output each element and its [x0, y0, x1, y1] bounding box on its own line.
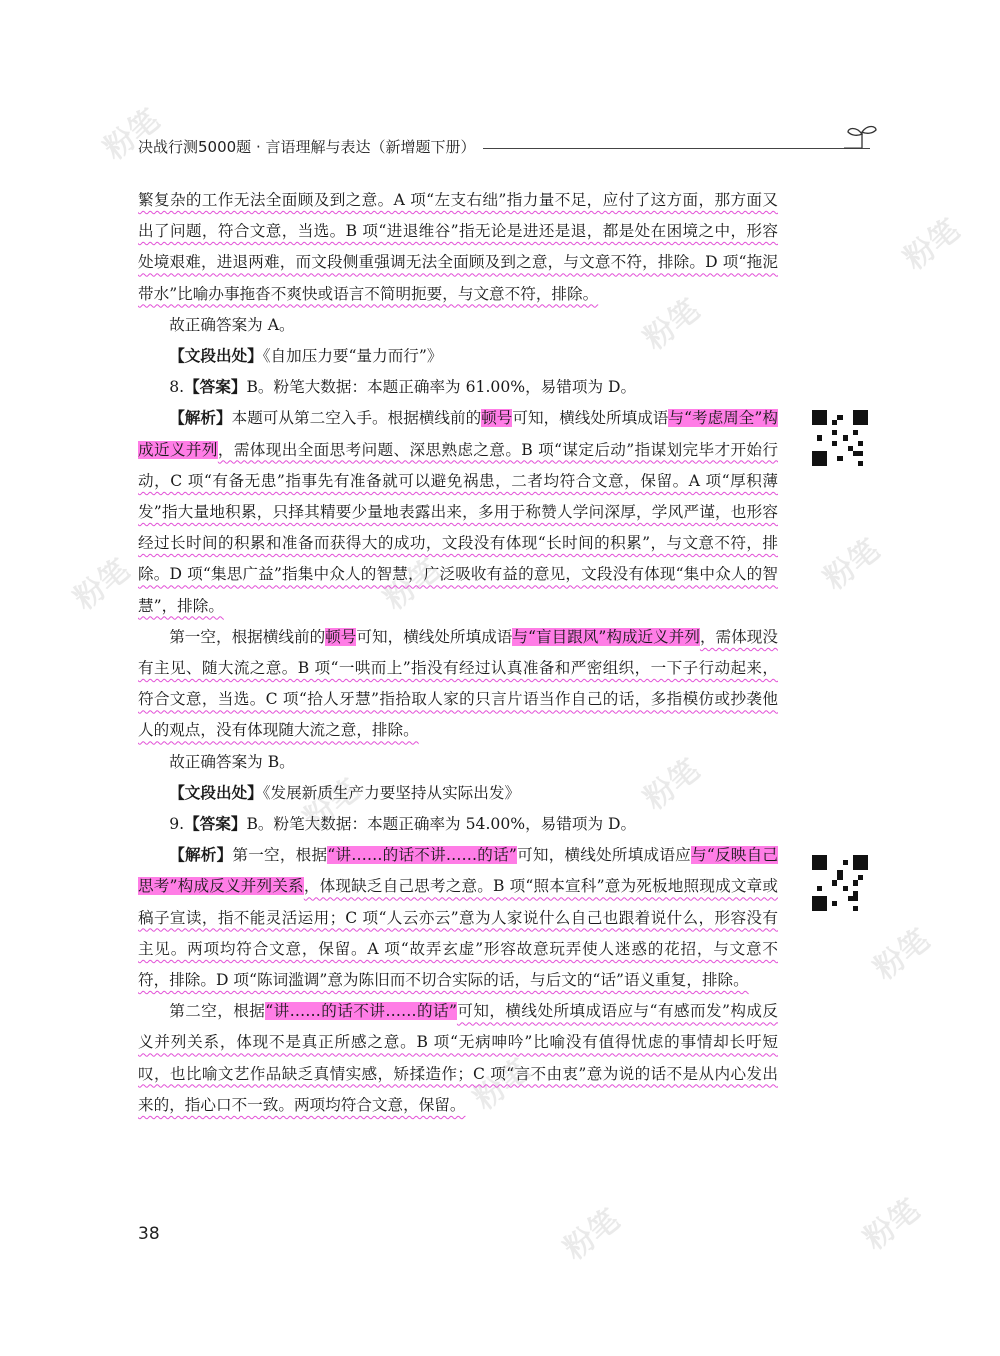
- watermark: 粉笔: [817, 532, 887, 598]
- highlight: 顿号: [481, 409, 513, 428]
- analysis-tag: 【解析】: [169, 409, 232, 428]
- text-run: 可知，横线处所填成语应: [516, 846, 691, 865]
- watermark: 粉笔: [377, 552, 447, 618]
- paragraph: [138, 185, 778, 310]
- source-text: 《自加压力要“量力而行”》: [262, 347, 443, 366]
- watermark: 粉笔: [637, 292, 707, 358]
- page-number: 38: [138, 1224, 160, 1244]
- highlight: 与“考虑周全”构成近义并列: [138, 409, 778, 459]
- watermark: 粉笔: [297, 772, 367, 838]
- answer-tag: 【答案】: [184, 815, 247, 834]
- sprout-icon: [842, 118, 882, 158]
- paragraph: 故正确答案为 A。: [169, 315, 295, 334]
- watermark: 粉笔: [867, 922, 937, 988]
- watermark: 粉笔: [67, 552, 137, 618]
- paragraph-text: 繁复杂的工作无法全面顾及到之意。A 项“左支右绌”指力量不足，应付了这方面，那方面又出了问题，符合文意，当选。B 项“进退维谷”指无论是进还是退，都是处在困境之中，形容处境艰难，进退两难，而文段侧重强调无法全面顾及到之意，与文意不符，排除。D 项“拖泥带水”比喻办事拖沓不爽快或语言不简明扼要，与文意不符，排除。: [138, 191, 778, 303]
- text-run: 第二空，根据: [169, 1002, 266, 1021]
- analysis-paragraph: [138, 622, 778, 747]
- analysis-paragraph: [138, 996, 778, 1121]
- answer-line: [138, 372, 778, 403]
- answer-tag: 【答案】: [184, 378, 247, 397]
- source-text: 《发展新质生产力要坚持从实际出发》: [262, 783, 521, 802]
- question-number: 8.: [169, 378, 185, 397]
- source-line: [138, 341, 778, 372]
- answer-line: [138, 809, 778, 840]
- running-header: [138, 134, 870, 158]
- text-run: 第一空，根据: [232, 846, 328, 865]
- highlight: “讲……的话不讲……的话”: [265, 1002, 457, 1021]
- text-run: 可知，横线处所填成语: [512, 409, 669, 428]
- source-line: [138, 778, 778, 809]
- highlight: “讲……的话不讲……的话”: [327, 846, 517, 865]
- analysis-paragraph: [138, 403, 778, 621]
- text-run: ，需体现出全面思考问题、深思熟虑之意。B 项“谋定后动”指谋划完毕才开始行动，C 项“有备无患”指事先有准备就可以避免祸患，二者均符合文意，保留。A 项“厚积薄发”指大量地积累，只择其精要少量地表露出来，多用于称赞人学问深厚，学风严谨，也形容经过长时间的积累和准备而获得大的成功，文段没有体现“长时间的积累”，与文意不符，排除。D 项“集思广益”指集中众人的智慧，广泛吸收有益的意见，文段没有体现“集中众人的智慧”，排除。: [138, 440, 778, 615]
- qr-code-icon[interactable]: [812, 855, 868, 911]
- watermark: 粉笔: [857, 1192, 927, 1258]
- watermark: 粉笔: [467, 1052, 537, 1118]
- analysis-tag: 【解析】: [169, 846, 233, 865]
- analysis-paragraph: [138, 840, 778, 996]
- text-run: 可知，横线处所填成语: [356, 627, 513, 646]
- qr-code-icon[interactable]: [812, 410, 868, 466]
- text-run: ，体现缺乏自己思考之意。B 项“照本宣科”意为死板地照现成文章或稿子宣读，指不能灵活运用；C 项“人云亦云”意为人家说什么自己也跟着说什么，形容没有主见。两项均符合文意，保留。A 项“故弄玄虚”形容故意玩弄使人迷惑的花招，与文意不符，排除。D 项“陈词滥调”意为陈旧而不切合实际的话，与后文的“话”语义重复，排除。: [138, 877, 778, 990]
- header-title: 决战行测5000题 · 言语理解与表达（新增题下册）: [138, 137, 476, 156]
- watermark: 粉笔: [557, 1202, 627, 1268]
- text-run: 本题可从第二空入手。根据横线前的: [231, 409, 482, 428]
- watermark: 粉笔: [637, 752, 707, 818]
- text-run: 可知，横线处所填成语应与“有感而发”构成反义并列关系，体现不是真正所感之意。B 项“无病呻吟”比喻没有值得忧虑的事情却长吁短叹，也比喻文艺作品缺乏真情实感，矫揉造作；C 项“言不由衷”意为说的话不是从内心发出来的，指心口不一致。两项均符合文意，保留。: [138, 1002, 778, 1114]
- header-rule: [483, 148, 870, 149]
- source-tag: 【文段出处】: [169, 783, 263, 802]
- text-run: ，需体现没有主见、随大流之意。B 项“一哄而上”指没有经过认真准备和严密组织，一下子行动起来，符合文意，当选。C 项“拾人牙慧”指拾取人家的只言片语当作自己的话，多指模仿或抄袭他人的观点，没有体现随大流之意，排除。: [138, 627, 778, 740]
- paragraph: 故正确答案为 B。: [169, 752, 295, 771]
- explanation-body: [138, 185, 778, 1121]
- answer-text: B。粉笔大数据：本题正确率为 54.00%，易错项为 D。: [246, 815, 637, 834]
- highlight: 与“反映自己思考”构成反义并列关系: [138, 846, 778, 896]
- highlight: 顿号: [325, 627, 357, 646]
- watermark: 粉笔: [97, 102, 167, 168]
- answer-text: B。粉笔大数据：本题正确率为 61.00%，易错项为 D。: [246, 378, 637, 397]
- source-tag: 【文段出处】: [169, 347, 263, 366]
- text-run: 第一空，根据横线前的: [169, 627, 326, 646]
- watermark: 粉笔: [897, 212, 967, 278]
- highlight: 与“盲目跟风”构成近义并列: [512, 627, 700, 646]
- question-number: 9.: [169, 815, 185, 834]
